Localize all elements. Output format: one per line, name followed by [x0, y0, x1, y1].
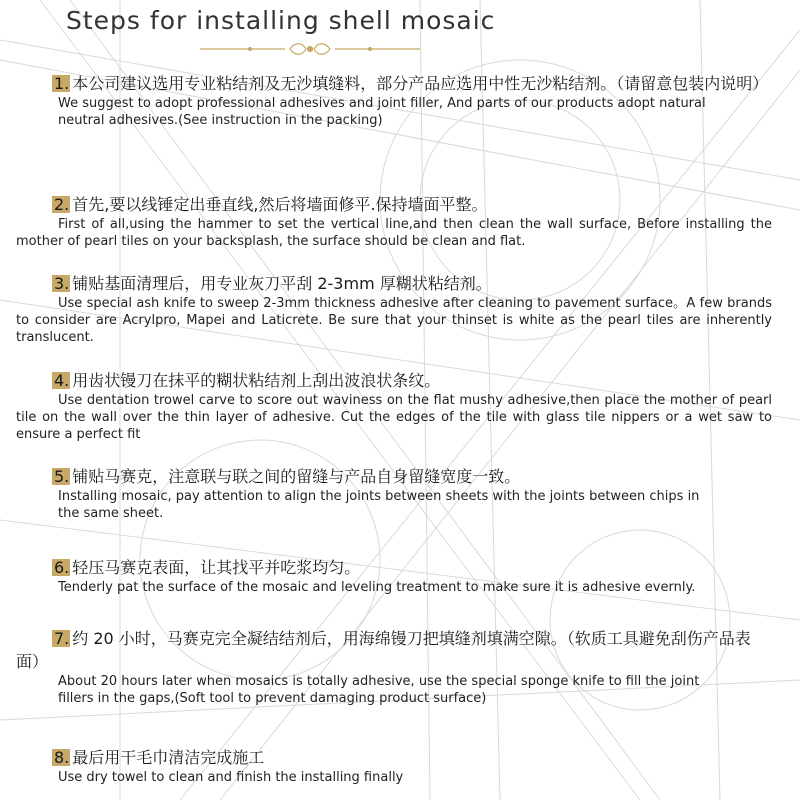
- step-en-text: Tenderly pat the surface of the mosaic and leveling treatment to make sure it is adhesive evernly.: [58, 580, 696, 595]
- page-title: Steps for installing shell mosaic: [66, 6, 496, 35]
- step-en-text: Installing mosaic, pay attention to align the joints between sheets with the joints between chips in: [58, 489, 700, 504]
- step-number: 8.: [54, 748, 70, 767]
- step-number: 1.: [54, 74, 70, 93]
- step-heading: [16, 369, 772, 392]
- title-ornament: [190, 40, 430, 58]
- step-en-text: First of all,using the hammer to set the vertical line,and then clean the wall surface, Before installing the mother of pearl tiles on your backsplash, the surface should be clean and flat.: [16, 217, 772, 249]
- step-number: 7.: [54, 629, 70, 648]
- step-cn-text: 铺贴基面清理后，用专业灰刀平刮 2-3mm 厚糊状粘结剂。: [72, 274, 492, 293]
- step-en-text: Use special ash knife to sweep 2-3mm thickness adhesive after cleaning to pavement surface。A few brands to consider are Acrylpro, Mapei and Laticrete. Be sure that your thinset is white as the pearl tiles are inherently translucent.: [16, 296, 772, 345]
- step-cn-text: 铺贴马赛克，注意联与联之间的留缝与产品自身留缝宽度一致。: [72, 467, 521, 486]
- step-6: [16, 556, 772, 596]
- step-en-text: We suggest to adopt professional adhesives and joint filler, And parts of our products adopt natural: [58, 96, 706, 111]
- step-en-text-2: neutral adhesives.(See instruction in the packing): [58, 113, 383, 128]
- step-number: 3.: [54, 274, 70, 293]
- step-1: [16, 72, 772, 129]
- step-en-text: Use dentation trowel carve to score out waviness on the flat mushy adhesive,then place the mother of pearl tile on the wall over the thin layer of adhesive. Cut the edges of the tile with glass tile nippers or a wet saw to ensure a perfect fit: [16, 393, 772, 442]
- step-heading: [16, 272, 772, 295]
- step-heading: [16, 465, 772, 488]
- step-cn-text: 用齿状镘刀在抹平的糊状粘结剂上刮出波浪状条纹。: [72, 371, 441, 390]
- step-en-text: About 20 hours later when mosaics is totally adhesive, use the special sponge knife to fill the joint: [58, 674, 700, 689]
- step-en-text-2: fillers in the gaps,(Soft tool to prevent damaging product surface): [58, 691, 487, 706]
- step-3: [16, 272, 772, 346]
- step-number: 2.: [54, 195, 70, 214]
- step-cn-text: 最后用干毛巾清洁完成施工: [72, 748, 265, 767]
- step-en-text: Use dry towel to clean and finish the installing finally: [58, 770, 404, 785]
- step-heading: [16, 72, 772, 95]
- step-7: [16, 627, 772, 707]
- step-en-text-2: the same sheet.: [58, 506, 164, 521]
- step-8: [16, 746, 772, 786]
- step-cn-text: 轻压马赛克表面，让其找平并吃浆均匀。: [72, 558, 361, 577]
- step-cn-text: 约 20 小时，马赛克完全凝结结剂后，用海绵镘刀把填缝剂填满空隙。（软质工具避免刮伤产品表面）: [16, 629, 751, 671]
- step-cn-text: 首先,要以线锤定出垂直线,然后将墙面修平.保持墙面平整。: [72, 195, 488, 214]
- step-number: 6.: [54, 558, 70, 577]
- step-heading: [16, 193, 772, 216]
- step-number: 4.: [54, 371, 70, 390]
- step-5: [16, 465, 772, 522]
- step-heading: [16, 556, 772, 579]
- step-2: [16, 193, 772, 250]
- step-heading: [16, 746, 772, 769]
- step-heading: [16, 627, 772, 673]
- step-4: [16, 369, 772, 443]
- step-number: 5.: [54, 467, 70, 486]
- step-cn-text: 本公司建议选用专业粘结剂及无沙填缝料，部分产品应选用中性无沙粘结剂。（请留意包装内说明）: [72, 74, 769, 93]
